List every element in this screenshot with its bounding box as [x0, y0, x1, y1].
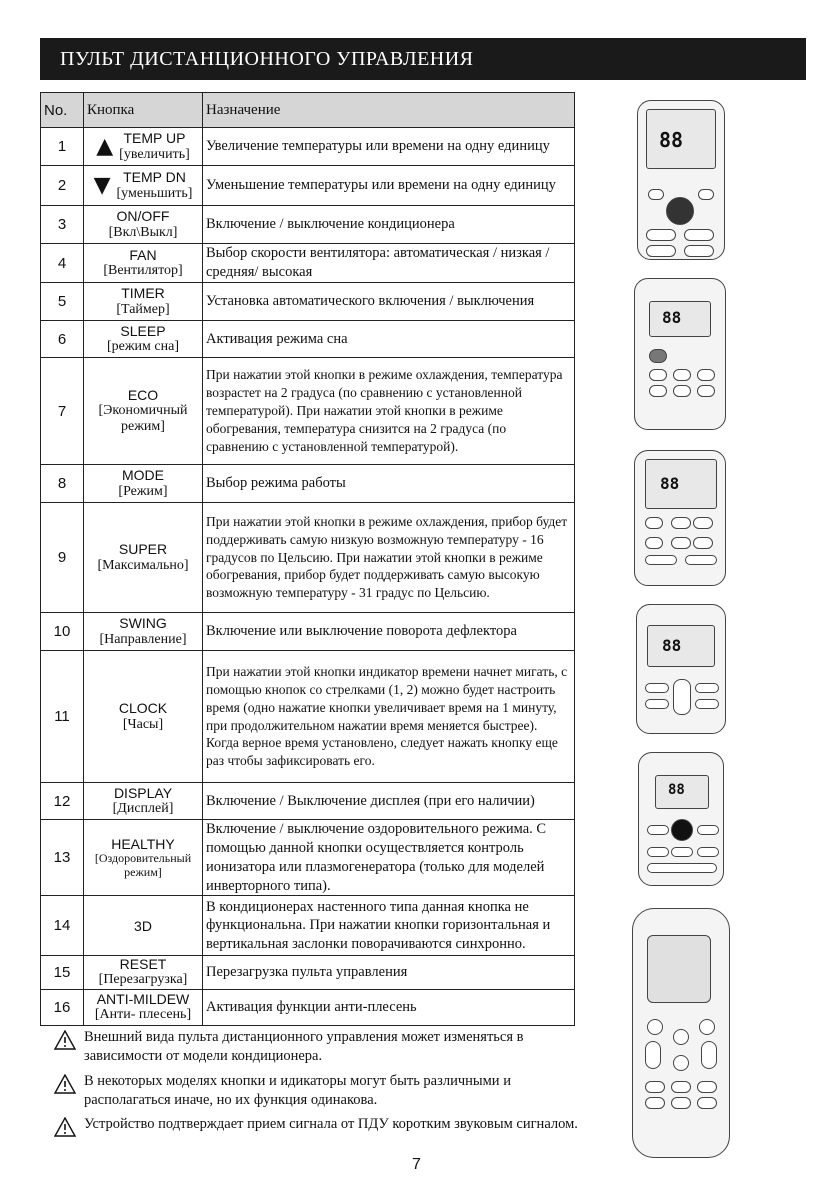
remote-5-image — [638, 752, 724, 886]
remote-3-button — [645, 555, 677, 565]
remote-3-button — [693, 537, 713, 549]
table-row — [41, 358, 575, 465]
row-number: 8 — [41, 465, 84, 503]
button-cell — [84, 613, 203, 651]
remote-5-button — [647, 863, 717, 873]
row-number: 1 — [41, 128, 84, 166]
button-name: ON/OFF — [116, 208, 170, 225]
remote-2-image — [634, 278, 726, 430]
table-row — [41, 283, 575, 321]
row-number: 2 — [41, 166, 84, 206]
purpose-cell: Перезагрузка пульта управления — [203, 956, 575, 989]
remote-3-button — [671, 537, 691, 549]
button-cell — [84, 206, 203, 244]
button-cell — [84, 820, 203, 896]
purpose-cell: Включение / выключение кондиционера — [203, 206, 575, 244]
remote-6-button — [673, 1055, 689, 1071]
button-cell — [84, 166, 203, 206]
button-name: SUPER — [118, 541, 168, 558]
button-name-ru: [Перезагрузка] — [98, 972, 188, 988]
remote-1-button — [698, 189, 714, 200]
button-name-ru: [увеличить] — [119, 146, 190, 162]
row-number: 15 — [41, 956, 84, 989]
row-number: 13 — [41, 820, 84, 896]
remote-2-button — [649, 385, 667, 397]
table-row — [41, 206, 575, 244]
remote-1-display: 88 — [659, 128, 684, 152]
button-name: HEALTHY — [111, 835, 175, 852]
button-name-ru: [Оздоровительный режим] — [94, 850, 192, 879]
buttons-table — [40, 92, 575, 1026]
note-item — [54, 1115, 584, 1137]
remote-3-button — [671, 517, 691, 529]
remote-4-button — [645, 699, 669, 709]
button-cell — [84, 321, 203, 358]
remote-2-button — [649, 369, 667, 381]
button-cell — [84, 896, 203, 956]
table-row — [41, 503, 575, 613]
purpose-cell: Выбор режима работы — [203, 465, 575, 503]
remote-3-button — [693, 517, 713, 529]
purpose-cell: При нажатии этой кнопки в режиме охлаждения, температура возрастет на 2 градуса (по сравнению с установленной температурой). При нажатии этой кнопки в режиме обогревания, температура снизится на 2 градуса (по сравнению с установленной температурой). — [203, 358, 575, 465]
remote-3-screen — [645, 459, 717, 509]
remote-2-display: 88 — [662, 308, 682, 327]
remote-6-button — [697, 1081, 717, 1093]
button-name-ru: [Режим] — [118, 483, 168, 499]
purpose-cell: В кондиционерах настенного типа данная кнопка не функциональна. При нажатии кнопки горизонтальная и вертикальная заслонки поворачиваются синхронно. — [203, 896, 575, 956]
button-cell — [84, 244, 203, 283]
button-name-ru: [Экономичный режим] — [98, 402, 188, 435]
row-number: 9 — [41, 503, 84, 613]
row-number: 16 — [41, 989, 84, 1025]
button-name-ru: [Таймер] — [116, 301, 170, 317]
note-item — [54, 1028, 584, 1066]
button-name-ru: [Часы] — [122, 716, 164, 732]
remote-6-screen — [647, 935, 711, 1003]
remote-1-screen — [646, 109, 716, 169]
button-name: FAN — [129, 246, 157, 263]
table-row — [41, 321, 575, 358]
remote-3-button — [645, 537, 663, 549]
button-name-ru: [Максимально] — [97, 557, 189, 573]
button-name-ru: [уменьшить] — [116, 185, 193, 201]
table-row — [41, 166, 575, 206]
remote-2-button — [649, 349, 667, 363]
button-name: MODE — [122, 467, 164, 484]
remote-2-button — [697, 369, 715, 381]
column-header-purpose: Назначение — [203, 93, 575, 128]
button-cell — [84, 128, 203, 166]
remote-6-button — [671, 1081, 691, 1093]
purpose-cell: Выбор скорости вентилятора: автоматическая / низкая / средняя/ высокая — [203, 244, 575, 283]
row-number: 14 — [41, 896, 84, 956]
remote-6-button — [701, 1041, 717, 1069]
remote-6-image — [632, 908, 730, 1158]
button-cell — [84, 651, 203, 783]
purpose-cell: При нажатии этой кнопки в режиме охлаждения, прибор будет поддерживать самую низкую возможную температуру - 16 градусов по Цельсию. При нажатии этой кнопки в режиме обогревания, прибор будет поддерживать самую высокую возможную температуру - 31 градус по Цельсию. — [203, 503, 575, 613]
table-row — [41, 896, 575, 956]
remote-5-display: 88 — [668, 782, 685, 798]
warning-icon — [54, 1030, 76, 1050]
power-icon — [647, 1019, 663, 1035]
row-number: 12 — [41, 783, 84, 820]
button-name: TIMER — [121, 285, 165, 302]
button-cell — [84, 989, 203, 1025]
remote-5-button — [647, 825, 669, 835]
remote-illustrations — [620, 92, 740, 1172]
purpose-cell: Увеличение температуры или времени на одну единицу — [203, 128, 575, 166]
button-name: ANTI-MILDEW — [96, 990, 190, 1007]
row-number: 7 — [41, 358, 84, 465]
remote-1-button — [646, 229, 676, 241]
button-cell — [84, 783, 203, 820]
button-name: 3D — [134, 917, 152, 934]
table-row — [41, 989, 575, 1025]
note-item — [54, 1072, 584, 1110]
row-number: 11 — [41, 651, 84, 783]
purpose-cell: Включение или выключение поворота дефлектора — [203, 613, 575, 651]
button-name: TEMP DN — [123, 169, 186, 186]
remote-4-display: 88 — [662, 636, 682, 655]
button-name-ru: [Анти- плесень] — [94, 1007, 192, 1023]
remote-5-screen — [655, 775, 709, 809]
column-header-no: No. — [41, 93, 84, 128]
remote-5-button — [697, 847, 719, 857]
purpose-cell: При нажатии этой кнопки индикатор времени начнет мигать, с помощью кнопок со стрелками (1, 2) можно будет настроить время (одно нажатие кнопки увеличивает время на 1 минуту, при продолжительном нажатии время меняется быстрее). Когда верное время установлено, следует нажать кнопку еще раз чтобы зафиксировать его. — [203, 651, 575, 783]
remote-3-display: 88 — [660, 474, 680, 493]
button-cell — [84, 956, 203, 989]
remote-1-button — [648, 189, 664, 200]
button-cell — [84, 358, 203, 465]
column-header-button: Кнопка — [84, 93, 203, 128]
button-name: ECO — [127, 386, 159, 403]
button-name: TEMP UP — [123, 130, 186, 147]
remote-4-button — [695, 683, 719, 693]
row-number: 6 — [41, 321, 84, 358]
remote-4-screen — [647, 625, 715, 667]
remote-5-button — [647, 847, 669, 857]
button-name-ru: [Направление] — [99, 631, 187, 647]
page-title: ПУЛЬТ ДИСТАНЦИОННОГО УПРАВЛЕНИЯ — [60, 48, 474, 70]
remote-2-button — [697, 385, 715, 397]
row-number: 3 — [41, 206, 84, 244]
button-name: DISPLAY — [113, 784, 173, 801]
purpose-cell: Установка автоматического включения / выключения — [203, 283, 575, 321]
purpose-cell: Включение / Выключение дисплея (при его наличии) — [203, 783, 575, 820]
table-row — [41, 956, 575, 989]
triangle-up-icon: ▲ — [96, 133, 114, 159]
button-name-ru: [режим сна] — [107, 339, 179, 354]
button-name: SLEEP — [120, 322, 166, 339]
table-row — [41, 783, 575, 820]
note-text: Устройство подтверждает прием сигнала от ПДУ коротким звуковым сигналом. — [84, 1116, 578, 1133]
remote-1-button — [684, 229, 714, 241]
remote-2-button — [673, 385, 691, 397]
purpose-cell: Уменьшение температуры или времени на одну единицу — [203, 166, 575, 206]
table-row — [41, 820, 575, 896]
triangle-down-icon: ▼ — [93, 172, 111, 198]
remote-3-image — [634, 450, 726, 586]
remote-6-button — [671, 1097, 691, 1109]
purpose-cell: Включение / выключение оздоровительного режима. С помощью данной кнопки осуществляется контроль ионизатора или плазмогенератора (только для моделей инверторного типа). — [203, 820, 575, 896]
table-row — [41, 128, 575, 166]
remote-4-button — [645, 683, 669, 693]
table-row — [41, 244, 575, 283]
remote-2-screen — [649, 301, 711, 337]
button-name: CLOCK — [118, 700, 168, 717]
remote-4-image — [636, 604, 726, 734]
notes — [54, 1028, 584, 1143]
button-name-ru: [Вкл\Выкл] — [108, 224, 178, 240]
remote-6-button — [645, 1097, 665, 1109]
note-text: В некоторых моделях кнопки и идикаторы могут быть различными и располагаться иначе, но их функция одинакова. — [84, 1072, 511, 1108]
remote-6-button — [697, 1097, 717, 1109]
remote-2-button — [673, 369, 691, 381]
remote-1-image — [637, 100, 725, 260]
remote-6-button — [645, 1081, 665, 1093]
page-number: 7 — [412, 1156, 421, 1173]
remote-3-button — [685, 555, 717, 565]
warning-icon — [54, 1074, 76, 1094]
remote-5-onoff-button — [671, 819, 693, 841]
warning-icon — [54, 1117, 76, 1137]
button-name-ru: [Вентилятор] — [103, 263, 183, 278]
table-row — [41, 465, 575, 503]
table-row — [41, 651, 575, 783]
remote-4-arrows — [673, 679, 691, 715]
purpose-cell: Активация режима сна — [203, 321, 575, 358]
table-header-row — [41, 93, 575, 128]
remote-6-button — [699, 1019, 715, 1035]
table-row — [41, 613, 575, 651]
button-cell — [84, 465, 203, 503]
purpose-cell: Активация функции анти-плесень — [203, 989, 575, 1025]
remote-1-onoff-button — [666, 197, 694, 225]
remote-5-button — [697, 825, 719, 835]
button-name: SWING — [119, 615, 167, 632]
remote-5-button — [671, 847, 693, 857]
row-number: 4 — [41, 244, 84, 283]
remote-6-button — [645, 1041, 661, 1069]
remote-1-button — [684, 245, 714, 257]
row-number: 10 — [41, 613, 84, 651]
remote-1-button — [646, 245, 676, 257]
button-name-ru: [Дисплей] — [112, 801, 174, 816]
button-cell — [84, 283, 203, 321]
row-number: 5 — [41, 283, 84, 321]
button-cell — [84, 503, 203, 613]
remote-6-button — [673, 1029, 689, 1045]
remote-3-button — [645, 517, 663, 529]
button-name: RESET — [119, 956, 167, 973]
remote-4-button — [695, 699, 719, 709]
page-header — [40, 38, 806, 80]
note-text: Внешний вида пульта дистанционного управления может изменяться в зависимости от модели кондиционера. — [84, 1029, 524, 1064]
